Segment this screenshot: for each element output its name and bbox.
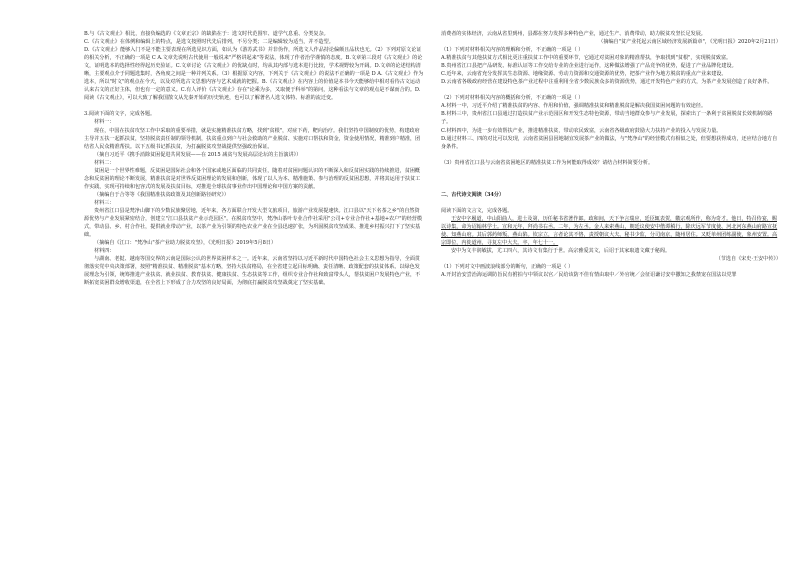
left-column: [84, 30, 424, 287]
right-paragraph: 阅读下面的文言文，完成各题。: [441, 207, 513, 214]
section-heading: 二、古代诗文阅读（34分）: [441, 191, 505, 198]
left-paragraph: （摘编自于合等等《我国精准扶贫政策及其创新路径研究》）: [94, 191, 229, 198]
right-paragraph: A.精准扶贫与其他扶贫方式相比更注重扶贫工作中的重要环节，它通过对贫困对象的精准帮扶，争取找到"贫根"，实现脱贫致富。: [441, 55, 732, 62]
spacer: [441, 151, 781, 159]
right-paragraph: A.开封治安尝治海运调防旨民有拊拍与中领议以官／民给该防不佳有情由取中／外官统／会征诏谦讨安中撒知之我禁宠在国法以党罪: [441, 272, 737, 279]
left-paragraph: 贵州省江口县是梵净山脚下的少数民族聚居地，近年来，各方面联合开发大型文旅项目，旅游产业发展提速快。江口县以"天下名茶之乡"的自然资源优势与产业发展紧密结合，创建立"江口县扶贫产业示范园区"。在脱贫攻坚中，梵净山茶叶专业合作社采用"公司+专业合作社+基地+农户"的经营模式，带动县、乡、村合作社，提供就业带动产业，以茶产业为引领的特色农业产业在全县迅速扩张，为巩固脱贫攻坚成果、推进乡村振兴打下了坚实基础。: [84, 207, 422, 239]
left-paragraph: B.与《古文观止》相比，直接负编选的《文章正宗》的缺陷在于：选文时代范围窄、道学气息重、分类复杂。: [84, 31, 329, 37]
right-paragraph: 安中为文丰润敏拔，尤工四六，其诗文有集行于世。高宗雅爱其文，后诏于其家取遗文藏于秘阁。: [451, 247, 671, 254]
left-paragraph: （摘编自《江口："梵净山"茶产业助力脱贫攻坚》，《光明日报》2019年5月8日）: [94, 240, 277, 247]
right-paragraph: （1）下列对材料相关内容的理解和分析，不正确的一项是（ ）: [441, 47, 584, 54]
spacer: [84, 102, 424, 110]
right-paragraph: （2）下列对材料相关内容的概括和分析，不正确的一项是（ ）: [441, 95, 584, 102]
right-paragraph: （3）贵州省江口县与云南省贫困地区的精准扶贫工作为何能取得成效？请结合材料简要分析。: [441, 159, 654, 166]
left-paragraph: 现在，中国在扶贫攻坚工作中采取的重要举措，就是实施精准扶贫方略，找到"贫根"，对症下药，靶向治疗。我们坚持中国制度的优势，构建政府主导并五扶一起抓扶贫，坚持脱贫责任制的领导机制，扶贫重点到户与社会救助的产业脱贫、实施对口帮扶和资金，资金使用情况，精准到户精准，团结省人民众精准帮扶。以下五级书记抓扶贫，为打赢脱贫攻坚战提供坚强政治保证。: [84, 127, 421, 150]
right-paragraph: 消费者的实体经济，云南从省里到州，县都在努力发挥多种特色产业，通过生产、消费带动，助力脱贫攻坚长足发展。: [441, 31, 706, 37]
answer-space: [441, 167, 781, 191]
right-paragraph: 王安中字履道，中山阳曲人，进士及第，历任秘书省著作郎。政和间，天下争言瑞应，廷臣辄表贺，徽宗观所作，称为奇才。他日，特召侍宴，赐以诗集，命为诏翰林学士。宣和元年，拜尚书右丞。二年，为左丞。金人来索燕山，朝廷议使安中偕谭稹行，除庆远军节度使、河北河东燕山府路宣抚使、知燕山府。其后郭药师叛，燕山陷。钦宗立，言者论其不恪，责授朝议大夫、秘书少监，分司南京，随州居住。又贬单州团练副使，象州安置。高宗即位，内徙道州，寻复左中大夫。卒，年七十一。: [441, 215, 778, 246]
left-paragraph: 材料一：: [94, 119, 115, 126]
left-paragraph: D.《古文观止》能够入门不是不能主要表现在所选见识方面，如认为《游苏武书》并非伪作，所选文人作品持论偏颇且品状也无。（2）下列对原文论证的相关分析，不正确的一项是 C A.文章先说明古代使用一般说来"严格讲起来"等说法，体现了作者治学谨慎的态度。B.文章第三段对《古文观止》的论文，证明选本的选择性经得起历史验证。C.文章讨论《古文观止》的优缺点时，均从其内部与选本进行比较，学术视野较为开阔。D.文章的论述结构清晰，主要观点介于同题选集时，各角度之间是一种并列关系。（3）根据原文内容，下列关于《古文观止》的说法不正确的一项是 D A.《古文观止》作为选本，所以"时文"的观点在今天，以及对所选古文思想内容与艺术成就的把握。B.《古文观止》在内容上的价值是本书今天能够给中相对看待古文运动认来古文的正好主体，但也有一定的意义。C.有人评价《古文观止》存在"论乘为多，又取便于科举"的第问，这种看法与文章的观点是不谋而合的。D.阅读《古文观止》，可以大致了解我国散文从先秦开始的历史轨迹，也可以了解著名人选文体特、标准的流迁变。: [84, 47, 424, 102]
right-paragraph: A.材料一中，习近平介绍了精准扶贫的内容、作用和价值，强调精准扶贫和精准脱贫是解决我国贫困问题的有效途径。: [441, 103, 707, 110]
right-paragraph: C.近年来，云南省充分发挥其生态资源、地缘资源、劳动力资源和交通资源的优势，把茶产业作为地方脱贫的重点产业来建设。: [441, 71, 727, 78]
right-paragraph: （摘编自"贫产业托起云南区域经济发展新篇章"，《光明日报》2020年2月21日）: [598, 39, 781, 46]
left-paragraph: C.《古文观止》在体例和编辑上的特点，是选文按照时代先后排列，不另分类；二是编辑较为适当，并不造型。: [84, 39, 334, 46]
left-paragraph: 与湖南、老挝、越南等国交界的云南是国际公认的世界贫困样本之一。近年来，云南省坚持以习近平新时代中国特色社会主义思想为指导，全面贯彻落实党中央决策部署，按照"精准扶贫、精准脱贫"基本方略，坚持大扶贫格局，在全省建立起目标明确、责任清晰、政策配套的扶贫体系。以绿色发展理念为引领，统筹推进产业扶贫、就业扶贫、教育扶贫、健康扶贫、生态扶贫等工作，组织专业合作社和致富带头人，帮扶贫困户发展特色产业，不断拓宽贫困群众增收渠道，在全省上下形成了合力攻坚的良好局面，为彻底打赢脱贫攻坚战奠定了坚实基础。: [84, 256, 421, 287]
right-column: [441, 30, 781, 279]
left-paragraph: （摘自习近平《携手消除贫困促进共同发展——在 2015 减贫与发展高层论坛的主旨演讲》）: [94, 151, 302, 158]
left-paragraph: 材料二：: [94, 159, 115, 166]
spacer: [441, 199, 781, 207]
right-paragraph: D.通过材料三、四的对比可以发现，云南省贫困县因地制宜发展茶产业的做法，与"梵净山"的经营模式有相似之处，但要想获得成功，还应结合地方自身条件。: [441, 135, 778, 150]
left-paragraph: 材料三：: [94, 199, 115, 206]
right-paragraph: （节选自《宋史·王安中传》）: [715, 256, 781, 263]
right-paragraph: B.材料三中，贵州省江口县通过打造扶贫产业示范园区和开发生态特色资源，带动当地群众参与产业发展，探索出了一条利于贫困脱贫长效机制的路子。: [441, 111, 773, 126]
left-paragraph: 材料四：: [94, 248, 115, 255]
left-paragraph: 贫困是一个世界性难题，反贫困是国际社会和各个国家或地区面临的共同责任，随着对贫困问题认识的不断深入和反贫困实践的持续推进，贫困概念和反贫困的理论不断发展，精准扶贫是对世界反贫困理论的发展和创新，体现了以人为本、精准施策、参与治理的反贫困思想，并将其运用于扶贫工作实践，实现可持续和包容式的发展及扶贫目标，对推进全球扶贫事业作出中国理论和中国方案的贡献。: [84, 167, 421, 190]
left-paragraph: 3.阅读下面的文字，完成各题。: [84, 111, 156, 118]
right-paragraph: C.材料四中，为进一步有效帮扶产业，推进精准扶贫，带动农民致富，云南省各级政府鼓励大力扶持产业的投入与发展力量。: [441, 127, 722, 134]
right-paragraph: （1）下列对文中画波浪线部分的断句，正确的一项是（ ）: [441, 264, 574, 271]
spacer: [441, 86, 781, 94]
right-paragraph: D.云南省各级政府经营在建设特色茶产业过程中注重利用全省少数民族众多的资源优势，通过开发特色产业的方式，为茶产业发展创造了良好条件。: [441, 79, 773, 86]
right-paragraph: B.贵州省江口县把产品研发、标准认证等工作交给专业的企业进行运作，这种做法增强了产品竞争的优势，促进了产业品牌化建设。: [441, 63, 737, 70]
